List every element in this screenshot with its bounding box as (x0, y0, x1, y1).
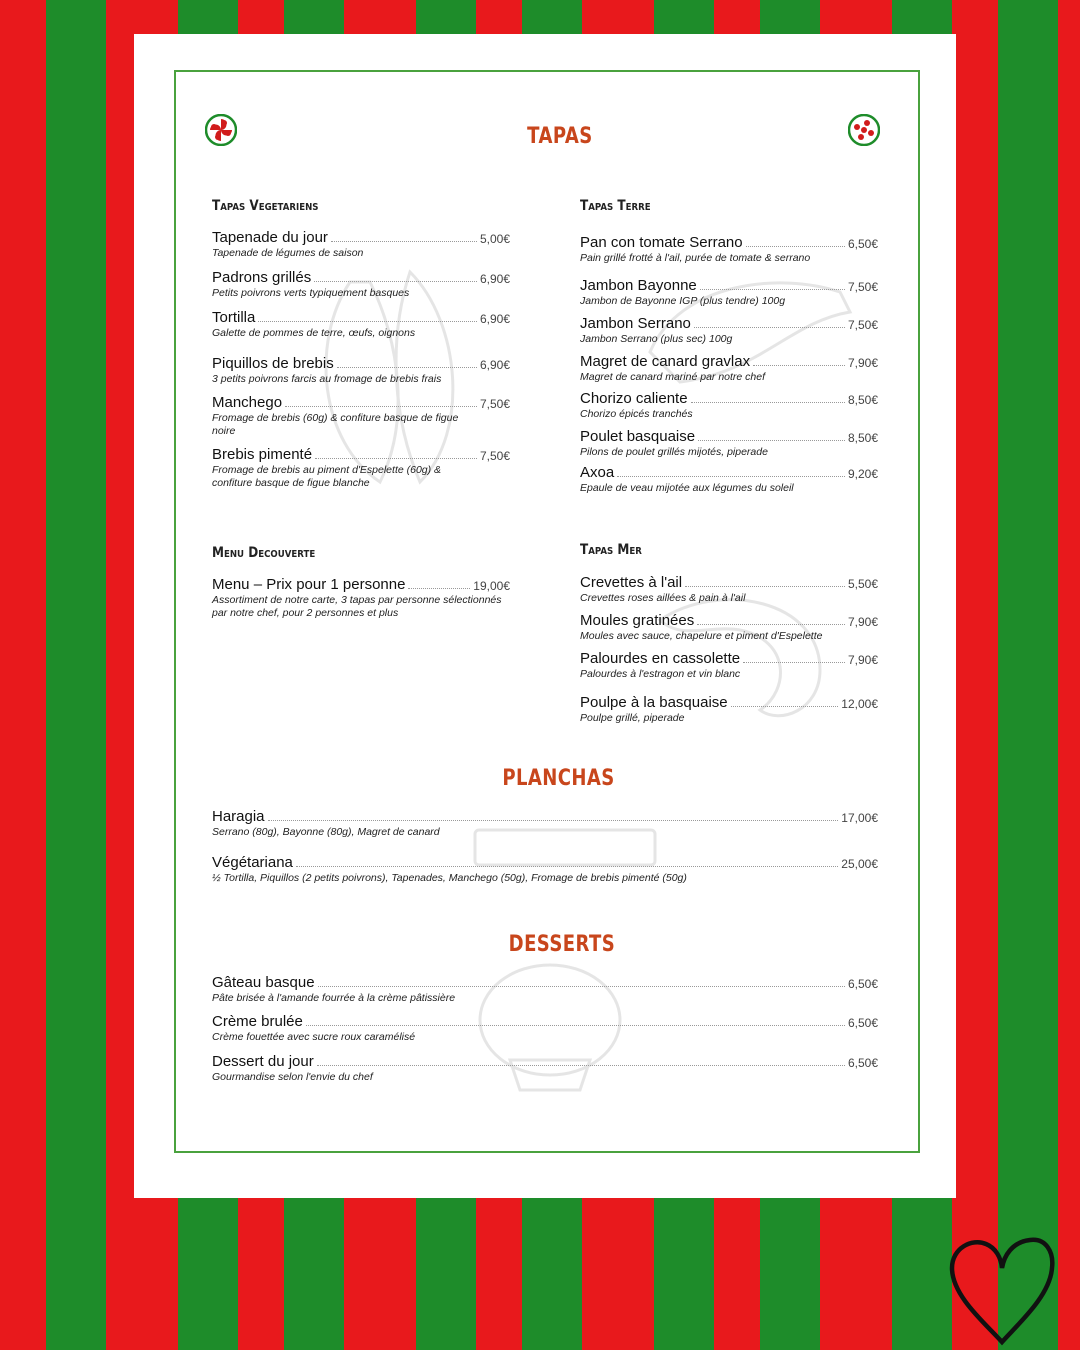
lauburu-icon (205, 114, 237, 146)
item-row (580, 428, 878, 445)
category-title-mer: Tapas Mer (580, 542, 642, 558)
item-row (212, 394, 510, 411)
terre-menu-item (580, 390, 878, 421)
item-row (212, 309, 510, 326)
item-name: Dessert du jour (212, 1053, 314, 1070)
item-description: Pilons de poulet grillés mijotés, piperade (580, 446, 768, 458)
item-row (580, 574, 878, 591)
item-price: 8,50€ (847, 431, 878, 445)
vegetariens-menu-item (212, 355, 510, 386)
item-description: Magret de canard mariné par notre chef (580, 371, 766, 383)
item-price: 5,50€ (847, 577, 878, 591)
planchas-menu-item (212, 854, 878, 885)
item-row (212, 269, 510, 286)
terre-menu-item (580, 353, 878, 384)
dot-leader (315, 458, 477, 459)
terre-menu-item (580, 464, 878, 495)
item-description: Crème fouettée avec sucre roux caramélisé (212, 1031, 416, 1043)
item-price: 7,50€ (847, 280, 878, 294)
item-name: Piquillos de brebis (212, 355, 334, 372)
item-name: Padrons grillés (212, 269, 312, 286)
item-row (212, 576, 510, 593)
heart-icon (946, 1234, 1058, 1346)
item-description: Poulpe grillé, piperade (580, 712, 685, 724)
vegetariens-menu-item (212, 309, 510, 340)
dot-leader (617, 476, 845, 477)
desserts-menu-item (212, 974, 878, 1005)
item-row (580, 277, 878, 294)
section-title-tapas: TAPAS (527, 124, 593, 149)
item-row (580, 694, 878, 711)
item-description: Crevettes roses aillées & pain à l'ail (580, 592, 746, 604)
dot-leader (698, 440, 845, 441)
item-description: Jambon de Bayonne IGP (plus tendre) 100g (580, 295, 786, 307)
item-row (212, 854, 878, 871)
item-description: Gourmandise selon l'envie du chef (212, 1071, 373, 1083)
dot-leader (685, 586, 845, 587)
item-row (580, 234, 878, 251)
item-description: Pâte brisée à l'amande fourrée à la crème pâtissière (212, 992, 456, 1004)
item-name: Crevettes à l'ail (580, 574, 683, 591)
section-title-desserts: DESSERTS (508, 932, 616, 957)
dot-leader (743, 662, 845, 663)
item-price: 7,90€ (847, 615, 878, 629)
dot-leader (731, 706, 839, 707)
vegetariens-menu-item (212, 229, 510, 260)
dot-leader (317, 1065, 845, 1066)
vegetariens-menu-item (212, 446, 510, 489)
mer-menu-item (580, 694, 878, 725)
item-price: 9,20€ (847, 467, 878, 481)
dot-leader (408, 588, 470, 589)
lauburu-icon (848, 114, 880, 146)
terre-menu-item (580, 234, 878, 265)
desserts-menu-item (212, 1053, 878, 1084)
item-row (580, 315, 878, 332)
terre-menu-item (580, 277, 878, 308)
dot-leader (337, 367, 477, 368)
item-description: Serrano (80g), Bayonne (80g), Magret de canard (212, 826, 440, 838)
item-name: Jambon Serrano (580, 315, 691, 332)
item-description: Fromage de brebis au piment d'Espelette (60g) & confiture basque de figue blanche (212, 464, 442, 489)
item-price: 7,50€ (847, 318, 878, 332)
dot-leader (268, 820, 839, 821)
item-name: Magret de canard gravlax (580, 353, 751, 370)
item-price: 25,00€ (841, 857, 878, 871)
planchas-menu-item (212, 808, 878, 839)
item-description: ½ Tortilla, Piquillos (2 petits poivrons), Tapenades, Manchego (50g), Fromage de brebis pimenté (50g) (212, 872, 687, 884)
item-description: Fromage de brebis (60g) & confiture basque de figue noire (212, 412, 459, 437)
item-row (212, 355, 510, 372)
section-title-planchas: PLANCHAS (502, 766, 615, 791)
item-row (212, 808, 878, 825)
category-title-terre: Tapas Terre (580, 198, 651, 214)
mer-menu-item (580, 650, 878, 681)
item-row (212, 229, 510, 246)
item-row (580, 612, 878, 629)
item-name: Palourdes en cassolette (580, 650, 741, 667)
mer-menu-item (580, 574, 878, 605)
item-name: Menu – Prix pour 1 personne (212, 576, 406, 593)
vegetariens-menu-item (212, 269, 510, 300)
item-description: Pain grillé frotté à l'ail, purée de tomate & serrano (580, 252, 811, 264)
item-description: Tapenade de légumes de saison (212, 247, 364, 259)
item-row (212, 974, 878, 991)
dot-leader (306, 1025, 845, 1026)
item-price: 6,90€ (479, 358, 510, 372)
item-row (212, 446, 510, 463)
item-row (212, 1013, 878, 1030)
item-price: 7,50€ (479, 397, 510, 411)
item-price: 5,00€ (479, 232, 510, 246)
mer-menu-item (580, 612, 878, 643)
item-name: Haragia (212, 808, 265, 825)
dot-leader (296, 866, 838, 867)
item-price: 6,50€ (847, 1056, 878, 1070)
category-title-decouverte: Menu Decouverte (212, 545, 316, 561)
dot-leader (697, 624, 845, 625)
dot-leader (700, 289, 845, 290)
dot-leader (746, 246, 845, 247)
dot-leader (694, 327, 845, 328)
item-name: Brebis pimenté (212, 446, 313, 463)
item-description: Chorizo épicés tranchés (580, 408, 693, 420)
item-description: Galette de pommes de terre, œufs, oignons (212, 327, 416, 339)
item-price: 7,90€ (847, 653, 878, 667)
item-price: 8,50€ (847, 393, 878, 407)
item-price: 17,00€ (841, 811, 878, 825)
item-name: Végétariana (212, 854, 293, 871)
item-description: Moules avec sauce, chapelure et piment d'Espelette (580, 630, 823, 642)
item-price: 6,50€ (847, 237, 878, 251)
item-description: Petits poivrons verts typiquement basques (212, 287, 410, 299)
item-name: Pan con tomate Serrano (580, 234, 743, 251)
item-name: Poulet basquaise (580, 428, 696, 445)
item-description: 3 petits poivrons farcis au fromage de brebis frais (212, 373, 442, 385)
dot-leader (285, 406, 477, 407)
decouverte-menu-item (212, 576, 510, 619)
item-name: Gâteau basque (212, 974, 315, 991)
dot-leader (753, 365, 845, 366)
item-price: 7,50€ (479, 449, 510, 463)
item-name: Jambon Bayonne (580, 277, 697, 294)
item-name: Crème brulée (212, 1013, 303, 1030)
item-name: Tapenade du jour (212, 229, 328, 246)
dot-leader (318, 986, 845, 987)
item-row (580, 464, 878, 481)
desserts-menu-item (212, 1013, 878, 1044)
dot-leader (258, 321, 477, 322)
item-price: 6,50€ (847, 977, 878, 991)
item-name: Tortilla (212, 309, 256, 326)
item-row (580, 353, 878, 370)
item-price: 12,00€ (841, 697, 878, 711)
item-price: 19,00€ (473, 579, 510, 593)
category-title-vegetariens: Tapas Vegetariens (212, 198, 319, 214)
item-description: Epaule de veau mijotée aux légumes du soleil (580, 482, 794, 494)
item-description: Assortiment de notre carte, 3 tapas par personne sélectionnés par notre chef, pour 2 personnes et plus (212, 594, 502, 619)
item-description: Palourdes à l'estragon et vin blanc (580, 668, 741, 680)
item-price: 6,50€ (847, 1016, 878, 1030)
terre-menu-item (580, 315, 878, 346)
item-name: Poulpe à la basquaise (580, 694, 728, 711)
item-price: 7,90€ (847, 356, 878, 370)
dot-leader (691, 402, 845, 403)
dot-leader (314, 281, 477, 282)
vegetariens-menu-item (212, 394, 510, 437)
terre-menu-item (580, 428, 878, 459)
item-row (212, 1053, 878, 1070)
item-row (580, 390, 878, 407)
item-price: 6,90€ (479, 272, 510, 286)
item-row (580, 650, 878, 667)
item-name: Chorizo caliente (580, 390, 688, 407)
item-price: 6,90€ (479, 312, 510, 326)
dot-leader (331, 241, 477, 242)
item-description: Jambon Serrano (plus sec) 100g (580, 333, 733, 345)
item-name: Moules gratinées (580, 612, 695, 629)
item-name: Manchego (212, 394, 283, 411)
item-name: Axoa (580, 464, 615, 481)
